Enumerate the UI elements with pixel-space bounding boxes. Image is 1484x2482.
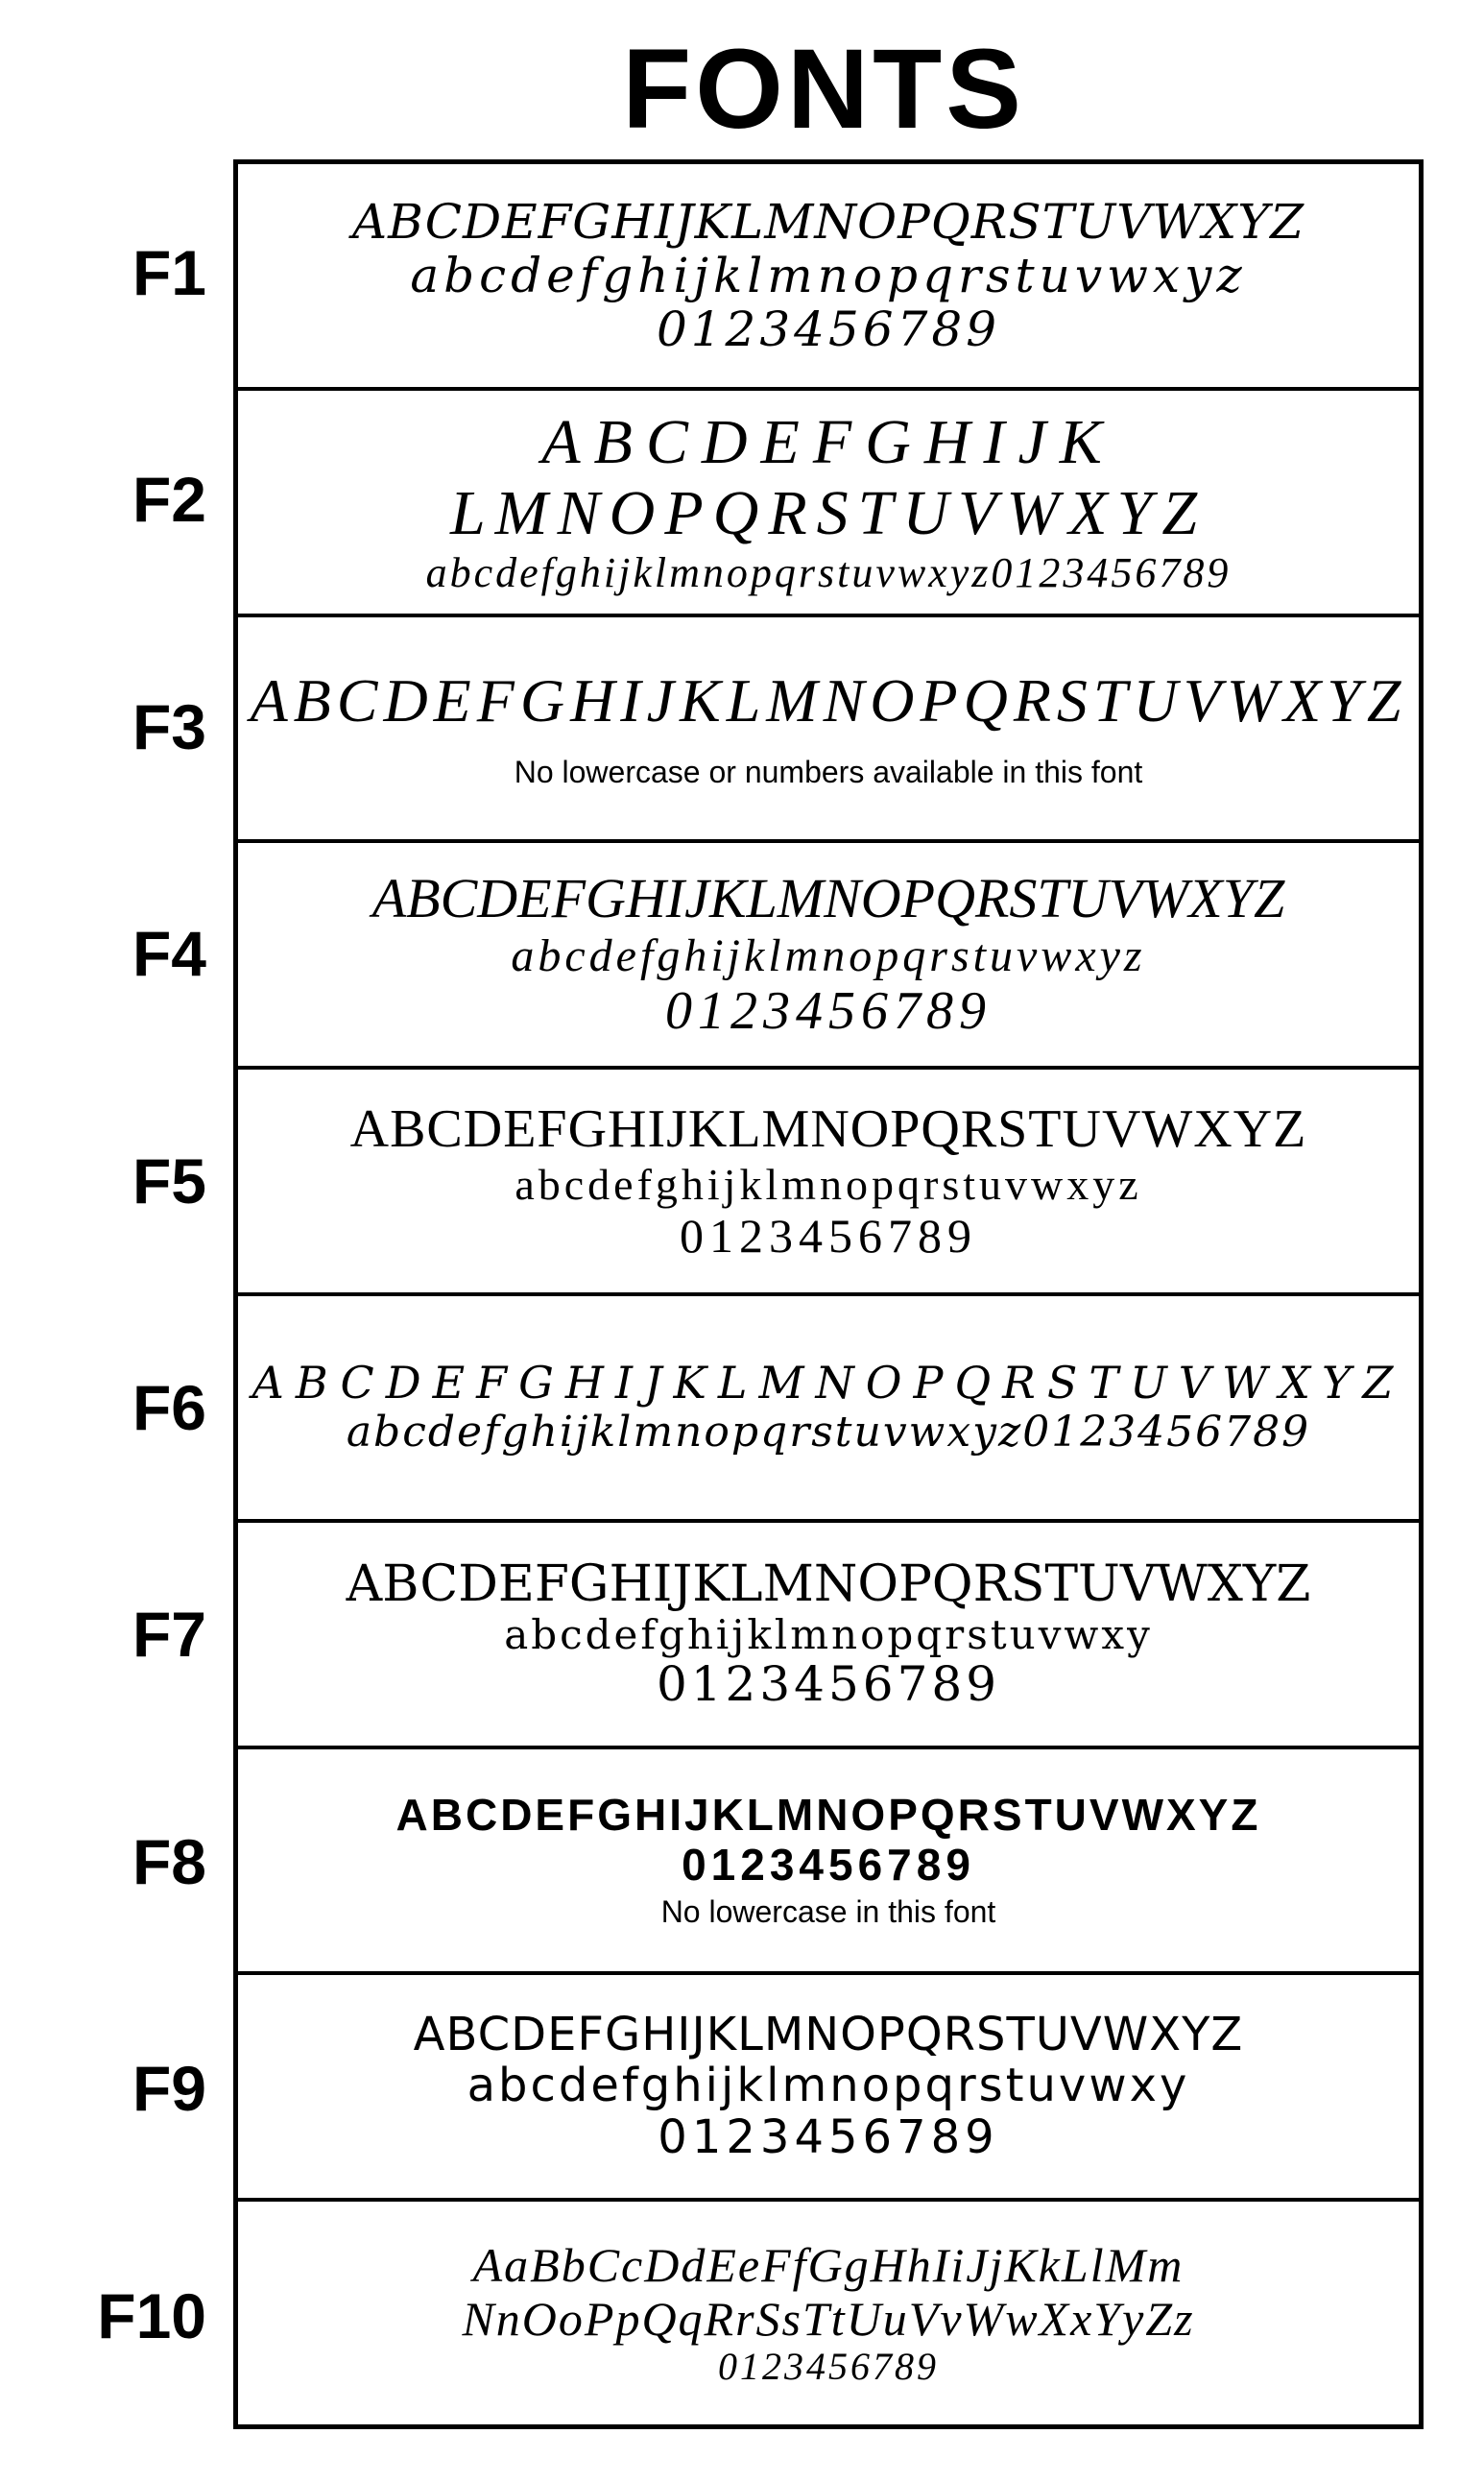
sample-lowercase: abcdefghijklmnopqrstuvwxy: [504, 1611, 1153, 1659]
sample-pairs-n-z: NnOoPpQqRrSsTtUuVvWwXxYyZz: [462, 2291, 1195, 2346]
font-label-f4: F4: [132, 918, 206, 989]
sample-uppercase: ABCDEFGHIJKLMNOPQRSTUVWXYZ: [413, 2007, 1244, 2061]
sample-uppercase-l-z: LMNOPQRSTUVWXYZ: [449, 478, 1208, 549]
sample-lowercase: abcdefghijklmnopqrstuvwxyz: [515, 1159, 1142, 1209]
font-label-f8: F8: [132, 1826, 206, 1897]
sample-uppercase-a-k: ABCDEFGHIJK: [541, 407, 1115, 478]
font-note: No lowercase in this font: [660, 1894, 996, 1930]
font-label-f9: F9: [132, 2053, 206, 2124]
sample-lowercase: abcdefghijklmnopqrstuvwxy: [467, 2059, 1190, 2113]
sample-uppercase: ABCDEFGHIJKLMNOPQRSTUVWXYZ: [349, 1098, 1307, 1159]
font-label-f1: F1: [132, 237, 206, 308]
font-label-f3: F3: [132, 691, 206, 762]
font-sample-f8: [238, 1749, 1419, 1976]
font-label-f2: F2: [132, 464, 206, 535]
sample-numbers: 0123456789: [682, 1839, 975, 1890]
sample-pairs-a-m: AaBbCcDdEeFfGgHhIiJjKkLlMm: [472, 2237, 1185, 2292]
font-label-f7: F7: [132, 1599, 206, 1670]
font-chart: [233, 159, 1424, 2429]
sample-numbers: 0123456789: [665, 981, 992, 1042]
font-sample-f7: [238, 1523, 1419, 1749]
font-sample-f6: [238, 1296, 1419, 1523]
font-label-f5: F5: [132, 1145, 206, 1217]
font-note: No lowercase or numbers available in this font: [514, 755, 1143, 790]
font-label-f10: F10: [97, 2280, 206, 2351]
font-sample-f3: [238, 617, 1419, 844]
sample-lowercase-numbers: abcdefghijklmnopqrstuvwxyz0123456789: [425, 548, 1232, 596]
font-sample-f5: [238, 1070, 1419, 1296]
page-title: FONTS: [622, 26, 1025, 153]
sample-numbers: 0123456789: [718, 2344, 939, 2388]
sample-lowercase: abcdefghijklmnopqrstuvwxyz: [410, 247, 1247, 303]
sample-numbers: 0123456789: [680, 1209, 977, 1264]
font-sample-f2: [238, 391, 1419, 617]
sample-lowercase-numbers: abcdefghijklmnopqrstuvwxyz0123456789: [346, 1408, 1311, 1457]
font-sample-f1: [238, 164, 1419, 391]
sample-lowercase: abcdefghijklmnopqrstuvwxyz: [511, 929, 1146, 981]
font-sample-f9: [238, 1975, 1419, 2202]
sample-numbers: 0123456789: [656, 301, 1001, 357]
sample-numbers: 0123456789: [658, 2110, 999, 2165]
sample-numbers: 0123456789: [656, 1656, 1001, 1713]
sample-uppercase: ABCDEFGHIJKLMNOPQRSTUVWXYZ: [371, 866, 1285, 929]
font-sample-f4: [238, 843, 1419, 1070]
sample-uppercase: ABCDEFGHIJKLMNOPQRSTUVWXYZ: [250, 665, 1407, 735]
sample-uppercase: ABCDEFGHIJKLMNOPQRSTUVWXYZ: [346, 1555, 1311, 1614]
font-label-f6: F6: [132, 1372, 206, 1443]
sample-uppercase: ABCDEFGHIJKLMNOPQRSTUVWXYZ: [351, 193, 1304, 250]
font-sample-f10: [238, 2202, 1419, 2424]
sample-uppercase: ABCDEFGHIJKLMNOPQRSTUVWXYZ: [251, 1357, 1405, 1410]
sample-uppercase: ABCDEFGHIJKLMNOPQRSTUVWXYZ: [395, 1790, 1261, 1841]
